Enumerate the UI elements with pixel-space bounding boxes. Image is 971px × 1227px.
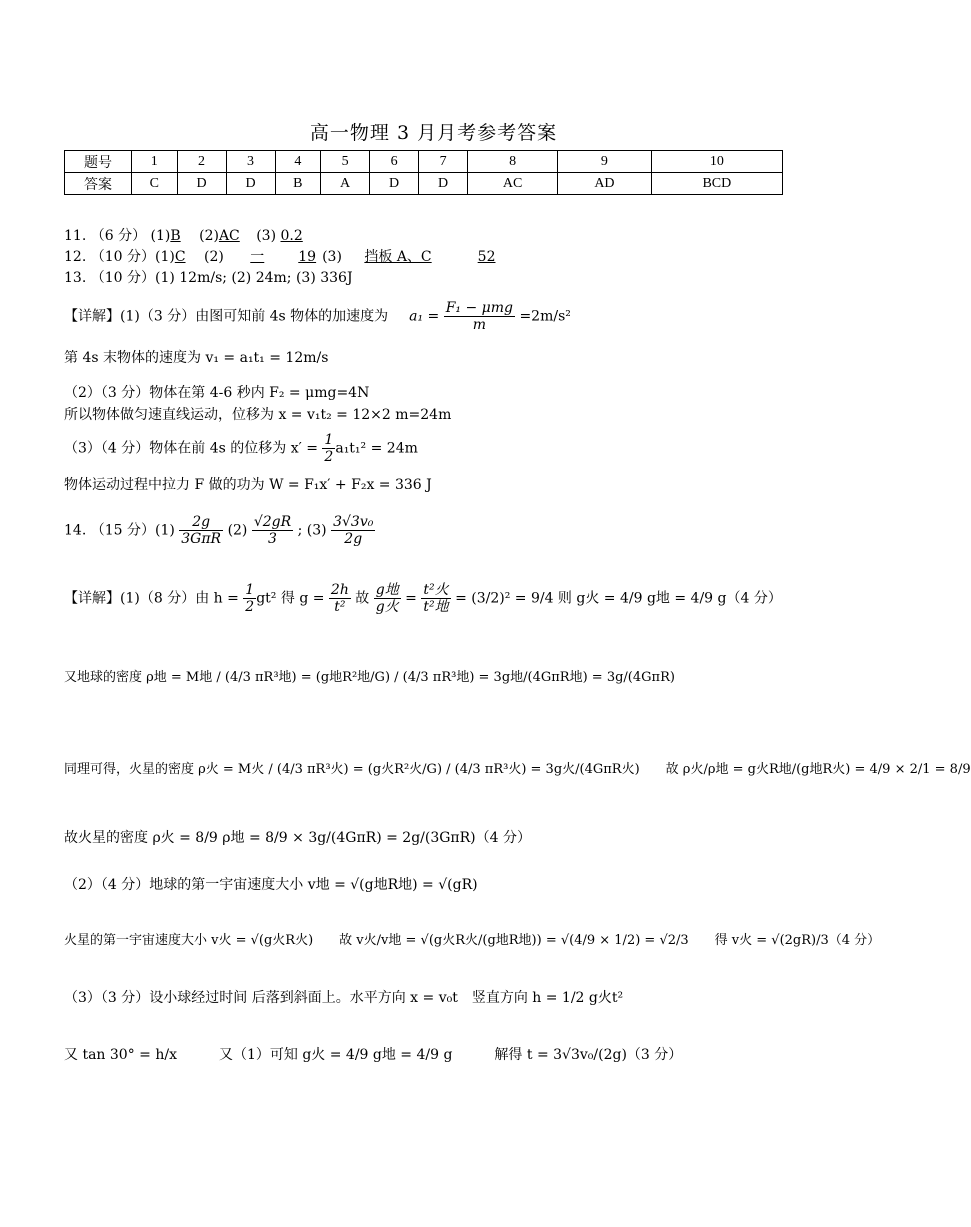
- table-row: [65, 173, 783, 195]
- table-cell: 4: [275, 151, 321, 173]
- table-cell: 2: [177, 151, 226, 173]
- table-cell: A: [321, 173, 370, 195]
- detail-13-displacement: 所以物体做匀速直线运动，位移为 x = v₁t₂ = 12×2 m=24m: [64, 407, 452, 423]
- table-cell: 3: [226, 151, 275, 173]
- question-11: 11. （6 分） (1)B (2)AC (3) 0.2: [64, 228, 303, 244]
- row-label-answer: 答案: [65, 173, 132, 195]
- table-cell: D: [226, 173, 275, 195]
- table-cell: 10: [651, 151, 782, 173]
- table-cell: BCD: [651, 173, 782, 195]
- page-title: 高一物理 3 月月考参考答案: [309, 122, 558, 144]
- detail-14-earth-density: 又地球的密度 ρ地 = M地 / (4/3 πR³地) = (g地R²地/G) / (4/3 πR³地) = 3g地/(4GπR地) = 3g/(4GπR): [64, 670, 675, 685]
- detail-13-3: （3）（4 分）物体在前 4s 的位移为 x′ = $\frac{1}{2}$ a₁t₁² = 24m: [64, 432, 418, 465]
- table-cell: B: [275, 173, 321, 195]
- table-cell: 5: [321, 151, 370, 173]
- detail-14-mars-density-result: 故火星的密度 ρ火 = 8/9 ρ地 = 8/9 × 3g/(4GπR) = 2g/(3GπR)（4 分）: [64, 830, 531, 846]
- table-cell: D: [177, 173, 226, 195]
- row-label-number: 题号: [65, 151, 132, 173]
- answer-table: [64, 150, 783, 195]
- detail-14-1: 【详解】(1)（8 分）由 h = $\frac{1}{2}$ gt² 得 g = $\frac{2h}{\text{t²}}$ 故 $\frac{\text{g地}}{\text{g火}}$ = $\frac{\text{t²火}}{\text{t²地}}$ = (3/2)² = 9/4 则 g火 = 4/9 g地 = 4/9 g（4 分）: [64, 582, 782, 615]
- table-cell: 7: [419, 151, 468, 173]
- detail-14-3: （3）（3 分）设小球经过时间 后落到斜面上。水平方向 x = v₀t 竖直方向 h = 1/2 g火t²: [64, 990, 624, 1006]
- table-cell: C: [132, 173, 178, 195]
- detail-13-1: 【详解】(1)（3 分）由图可知前 4s 物体的加速度为 a₁ = $\frac{\text{F₁ − μmg}}{m}$ =2m/s²: [64, 300, 571, 333]
- table-cell: 1: [132, 151, 178, 173]
- question-13: 13. （10 分）(1) 12m/s; (2) 24m; (3) 336J: [64, 270, 353, 286]
- detail-14-3-solution: 又 tan 30° = h/x 又（1）可知 g火 = 4/9 g地 = 4/9 g 解得 t = 3√3v₀/(2g)（3 分）: [64, 1047, 683, 1063]
- table-cell: D: [419, 173, 468, 195]
- table-cell: 6: [370, 151, 419, 173]
- detail-14-mars-density: 同理可得，火星的密度 ρ火 = M火 / (4/3 πR³火) = (g火R²火/G) / (4/3 πR³火) = 3g火/(4GπR火) 故 ρ火/ρ地 = g火R地/(g地R火) = 4/9 × 2/1 = 8/9: [64, 762, 971, 777]
- table-cell: 8: [468, 151, 558, 173]
- table-cell: D: [370, 173, 419, 195]
- detail-13-2: （2）（3 分）物体在第 4-6 秒内 F₂ = μmg=4N: [64, 385, 370, 401]
- table-row: [65, 151, 783, 173]
- table-cell: AC: [468, 173, 558, 195]
- question-12: 12. （10 分）(1)C (2) 一 19 (3) 挡板 A、C 52: [64, 249, 496, 265]
- detail-13-work: 物体运动过程中拉力 F 做的功为 W = F₁x′ + F₂x = 336 J: [64, 477, 432, 493]
- table-cell: AD: [558, 173, 652, 195]
- detail-14-2: （2）（4 分）地球的第一宇宙速度大小 v地 = √(g地R地) = √(gR): [64, 877, 478, 893]
- detail-14-mars-velocity: 火星的第一宇宙速度大小 v火 = √(g火R火) 故 v火/v地 = √(g火R火/(g地R地)) = √(4/9 × 1/2) = √2/3 得 v火 = √(2gR)/3（4 分）: [64, 933, 881, 948]
- question-14: 14. （15 分）(1) $\frac{2g}{\text{3GπR}}$ (2) $\frac{√2gR}{3}$ ; (3) $\frac{\text{3√3v₀}}{2g}$: [64, 514, 374, 547]
- detail-13-velocity: 第 4s 末物体的速度为 v₁ = a₁t₁ = 12m/s: [64, 350, 329, 366]
- table-cell: 9: [558, 151, 652, 173]
